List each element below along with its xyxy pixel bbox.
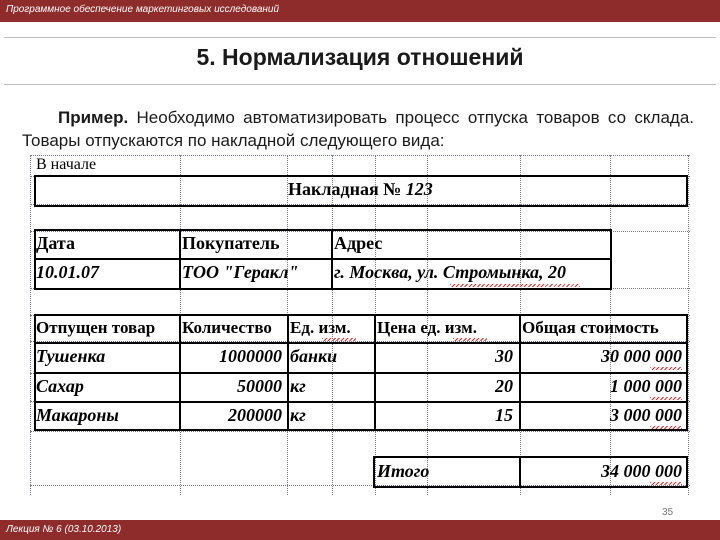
item-unit: кг (290, 405, 306, 425)
item-price: 30 (495, 346, 513, 366)
footer-bar (0, 520, 720, 540)
total-col-divider (519, 456, 521, 488)
grid-line (30, 155, 690, 156)
item-total: 3 000 000 (610, 405, 682, 425)
info-header-date: Дата (36, 233, 75, 253)
total-label: Итого (377, 461, 430, 481)
items-col-divider (179, 314, 181, 431)
items-header-product: Отпущен товар (36, 318, 156, 337)
item-name: Сахар (36, 376, 84, 396)
invoice-spreadsheet (30, 155, 690, 495)
total-value: 34 000 000 (601, 461, 682, 481)
items-row-divider (34, 401, 688, 403)
item-total: 30 000 000 (601, 346, 682, 366)
example-text: Необходимо автоматизировать процесс отпуска товаров со склада. Товары отпускаются по накладной следующего вида: (22, 108, 694, 150)
items-header-total: Общая стоимость (522, 318, 659, 337)
info-value-buyer: ТОО "Геракл" (182, 262, 299, 282)
grid-line (30, 155, 31, 495)
invoice-title (288, 179, 433, 200)
header-bar (0, 0, 720, 22)
item-unit: кг (290, 376, 306, 396)
item-name: Макароны (36, 405, 119, 425)
item-unit: банки (290, 346, 338, 366)
items-header-price: Цена ед. изм. (377, 318, 477, 337)
items-col-divider (287, 314, 289, 431)
info-value-address: г. Москва, ул. Стромынка, 20 (334, 262, 566, 282)
items-col-divider (374, 314, 376, 431)
items-header-unit: Ед. изм. (290, 318, 351, 337)
grid-line (688, 155, 689, 495)
item-quantity: 200000 (228, 405, 282, 425)
course-title: Программное обеспечение маркетинговых исследований (6, 4, 280, 15)
info-col-divider (331, 229, 333, 290)
spellcheck-underline (650, 397, 682, 400)
info-row-divider (34, 258, 612, 260)
spellcheck-underline (650, 367, 682, 370)
grid-line (30, 431, 690, 432)
items-col-divider (519, 314, 521, 431)
items-row-divider (34, 372, 688, 374)
example-label: Пример. (58, 108, 129, 127)
corner-note: В начале (36, 156, 97, 173)
title-divider-bottom (4, 84, 716, 85)
example-paragraph (22, 106, 694, 152)
info-header-address: Адрес (334, 233, 383, 253)
item-quantity: 1000000 (219, 346, 282, 366)
items-header-quantity: Количество (182, 318, 272, 337)
item-quantity: 50000 (237, 376, 282, 396)
info-value-date: 10.01.07 (36, 262, 99, 282)
slide-title: 5. Нормализация отношений (196, 44, 524, 70)
item-name: Тушенка (36, 346, 106, 366)
title-divider-top (4, 37, 716, 38)
spellcheck-underline (322, 338, 356, 341)
spellcheck-underline (650, 426, 682, 429)
page-number: 35 (662, 507, 674, 518)
item-price: 15 (495, 405, 513, 425)
info-header-buyer: Покупатель (182, 233, 280, 253)
info-col-divider (179, 229, 181, 290)
lecture-info: Лекция № 6 (03.10.2013) (6, 524, 122, 535)
invoice-number: 123 (405, 179, 433, 199)
item-price: 20 (495, 376, 513, 396)
spellcheck-underline (453, 338, 487, 341)
invoice-label: Накладная № (288, 179, 406, 199)
spellcheck-underline (450, 284, 580, 287)
spellcheck-underline (650, 482, 682, 485)
item-total: 1 000 000 (610, 376, 682, 396)
items-header-divider (34, 342, 688, 344)
